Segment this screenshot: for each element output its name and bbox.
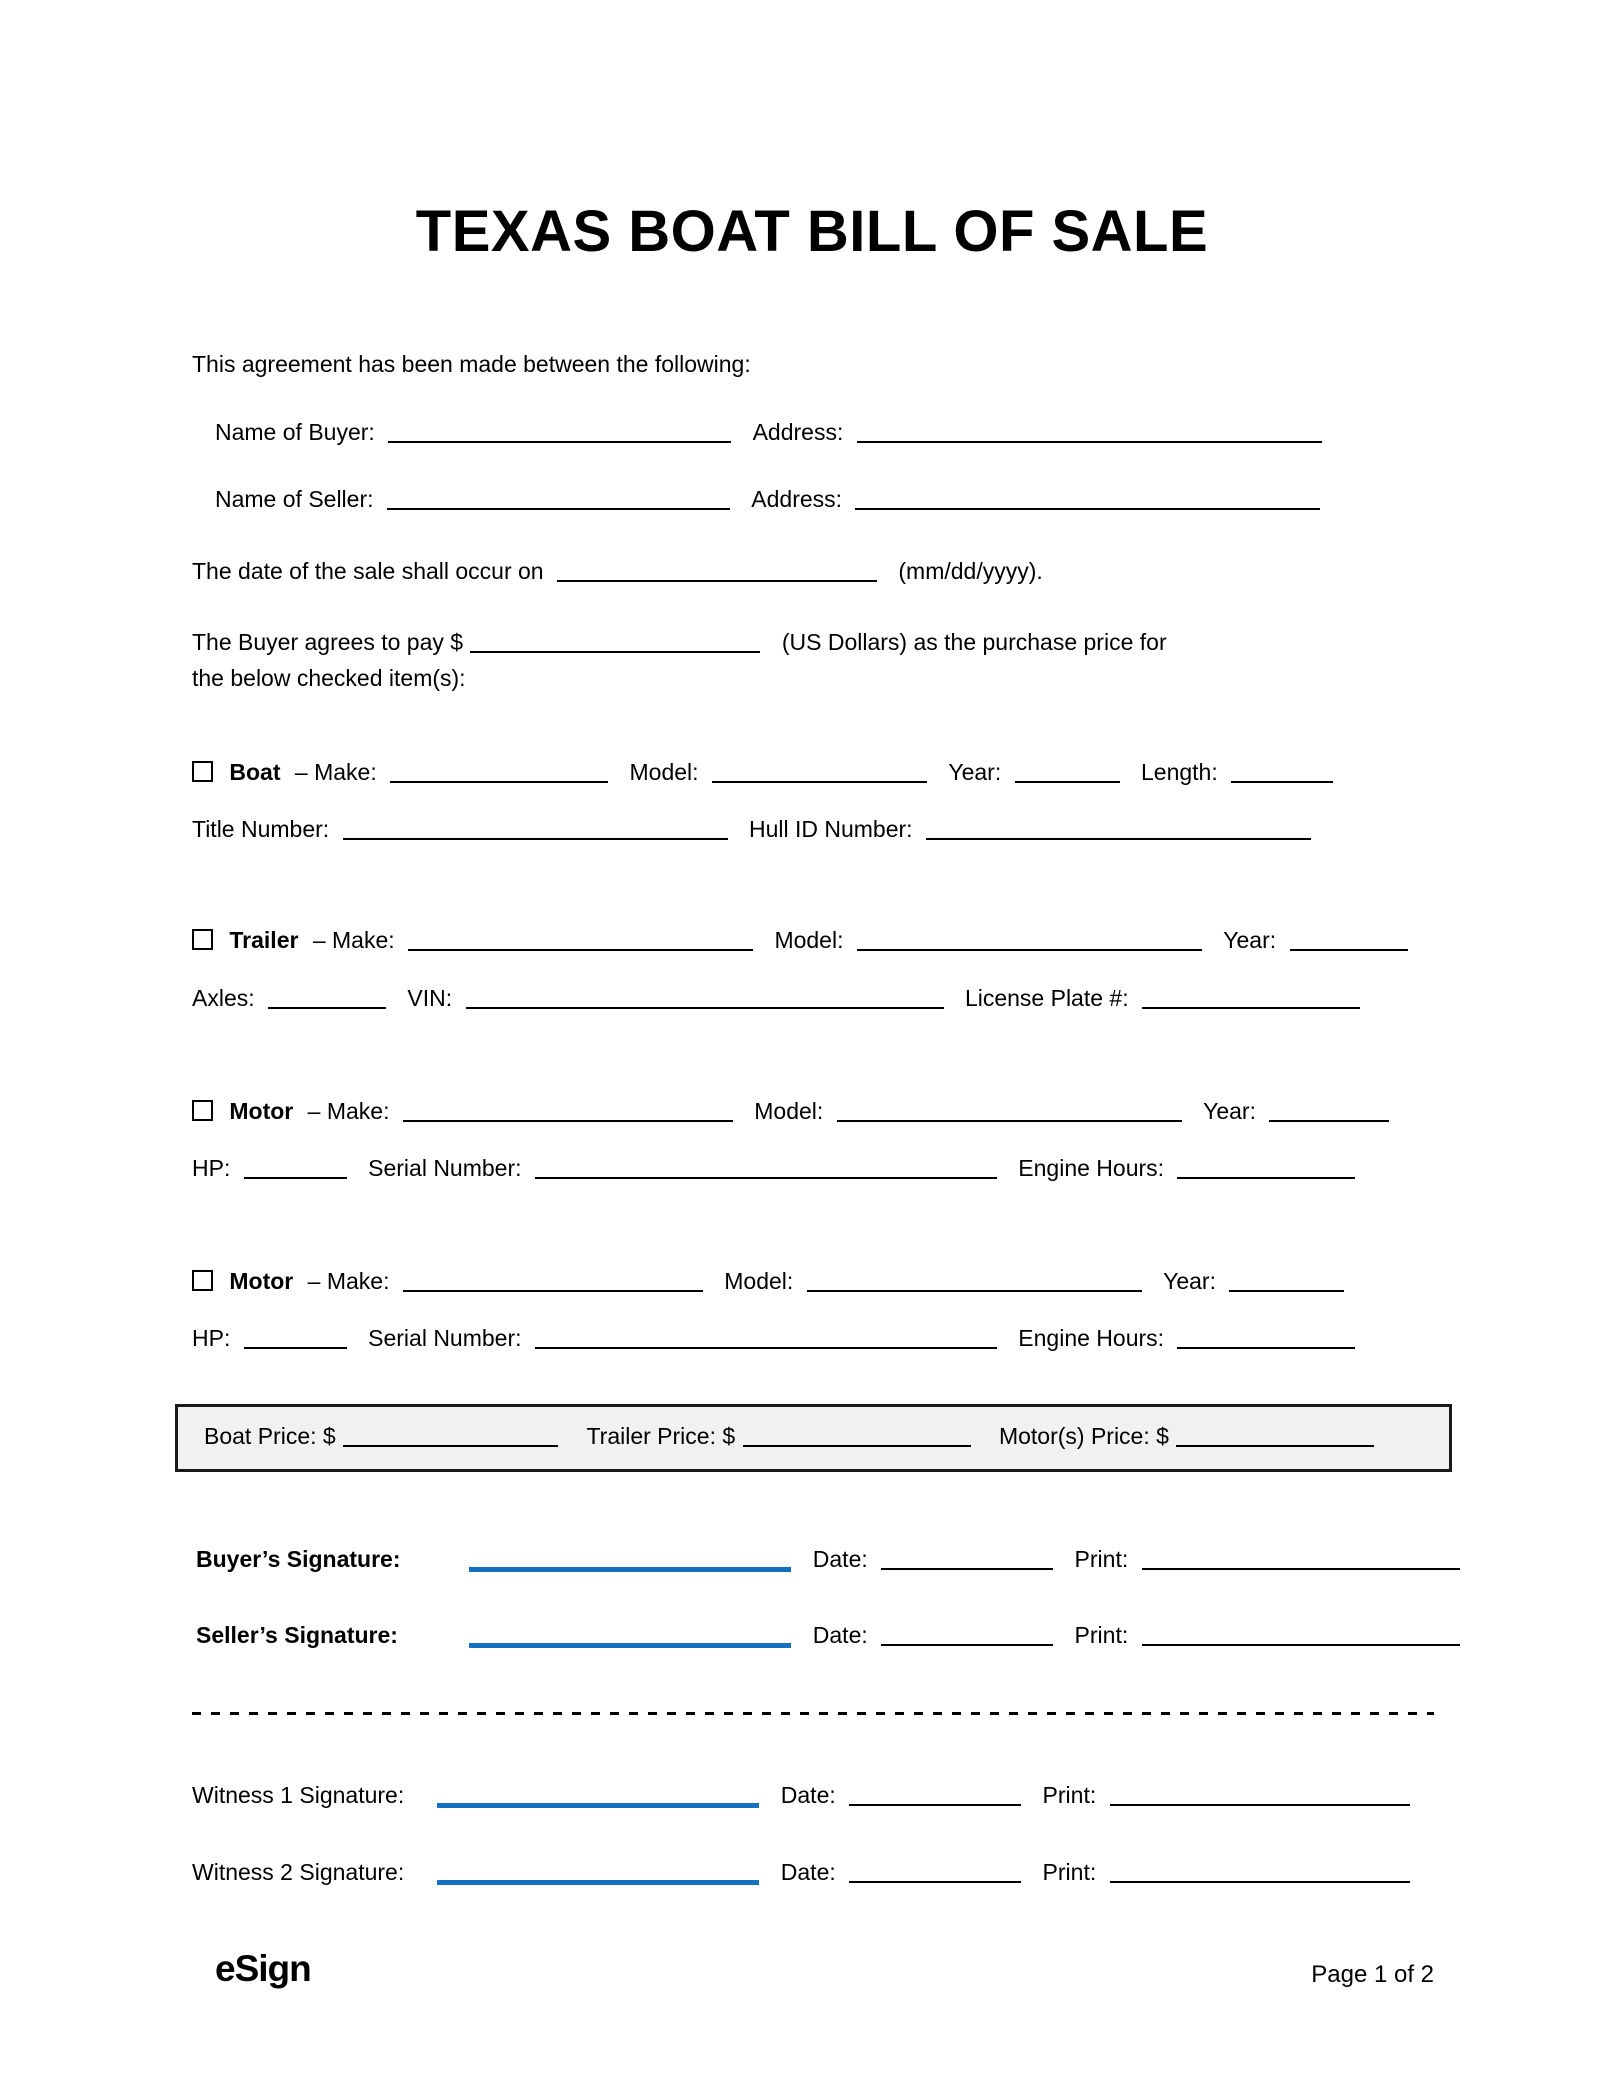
price-box-row: [204, 1421, 1374, 1450]
esign-logo: eSign: [215, 1948, 311, 1989]
witness2-print-label: Print:: [1042, 1859, 1097, 1885]
purchase-price-field[interactable]: [470, 627, 760, 653]
motors-price-label: Motor(s) Price: $: [998, 1423, 1169, 1449]
motor1-engine-hours-field[interactable]: [1177, 1153, 1355, 1179]
motor1-model-field[interactable]: [837, 1096, 1182, 1122]
seller-row: [215, 484, 1320, 514]
witness1-print-label: Print:: [1042, 1782, 1097, 1808]
trailer-make-label: – Make:: [312, 927, 395, 953]
motor1-serial-field[interactable]: [535, 1153, 997, 1179]
boat-year-field[interactable]: [1015, 757, 1120, 783]
vin-label: VIN:: [407, 985, 453, 1011]
witness2-signature-label: Witness 2 Signature:: [192, 1859, 405, 1885]
motor1-checkbox[interactable]: [192, 1100, 213, 1121]
boat-price-label: Boat Price: $: [204, 1423, 336, 1449]
witness2-signature-field[interactable]: [437, 1856, 759, 1885]
page-title: TEXAS BOAT BILL OF SALE: [415, 199, 1209, 264]
boat-price-field[interactable]: [343, 1421, 558, 1447]
payment-prefix: The Buyer agrees to pay $: [192, 629, 464, 655]
witness2-print-field[interactable]: [1110, 1857, 1410, 1883]
buyer-address-field[interactable]: [857, 417, 1322, 443]
motor2-item-label: Motor: [229, 1268, 294, 1294]
buyer-date-label: Date:: [812, 1546, 868, 1572]
motor1-row: [192, 1096, 1389, 1126]
motor2-make-field[interactable]: [403, 1266, 703, 1292]
axles-label: Axles:: [192, 985, 255, 1011]
name-of-buyer-label: Name of Buyer:: [215, 419, 375, 445]
seller-print-field[interactable]: [1142, 1620, 1460, 1646]
buyer-print-label: Print:: [1074, 1546, 1129, 1572]
motor2-hp-field[interactable]: [244, 1323, 347, 1349]
seller-date-label: Date:: [812, 1622, 868, 1648]
witness1-signature-label: Witness 1 Signature:: [192, 1782, 405, 1808]
seller-signature-field[interactable]: [469, 1619, 791, 1648]
title-number-label: Title Number:: [192, 816, 330, 842]
payment-row: [192, 627, 1167, 657]
boat-make-label: – Make:: [294, 759, 377, 785]
boat-item-label: Boat: [229, 759, 281, 785]
trailer-year-field[interactable]: [1290, 925, 1408, 951]
motor1-item-label: Motor: [229, 1098, 294, 1124]
intro-text: This agreement has been made between the following:: [192, 351, 751, 377]
buyer-address-label: Address:: [752, 419, 844, 445]
buyer-print-field[interactable]: [1142, 1544, 1460, 1570]
boat-row: [192, 757, 1333, 787]
payment-mid: (US Dollars) as the purchase price for: [781, 629, 1167, 655]
buyer-name-field[interactable]: [388, 417, 731, 443]
motor2-serial-field[interactable]: [535, 1323, 997, 1349]
trailer-price-label: Trailer Price: $: [586, 1423, 736, 1449]
witness1-signature-field[interactable]: [437, 1779, 759, 1808]
seller-signature-label: Seller’s Signature:: [196, 1622, 398, 1648]
seller-date-field[interactable]: [881, 1620, 1053, 1646]
vin-field[interactable]: [466, 983, 944, 1009]
witness1-date-label: Date:: [780, 1782, 836, 1808]
witness2-row: [192, 1856, 1410, 1887]
trailer-checkbox[interactable]: [192, 929, 213, 950]
motor2-engine-hours-field[interactable]: [1177, 1323, 1355, 1349]
dashed-divider: [192, 1712, 1434, 1715]
motor2-checkbox[interactable]: [192, 1270, 213, 1291]
motor1-year-label: Year:: [1203, 1098, 1256, 1124]
price-box: [175, 1404, 1452, 1472]
sale-date-field[interactable]: [557, 556, 877, 582]
trailer-make-field[interactable]: [408, 925, 753, 951]
seller-name-field[interactable]: [387, 484, 730, 510]
axles-field[interactable]: [268, 983, 386, 1009]
boat-checkbox[interactable]: [192, 761, 213, 782]
witness1-row: [192, 1779, 1410, 1810]
motor2-serial-label: Serial Number:: [368, 1325, 522, 1351]
buyer-signature-row: [196, 1543, 1460, 1574]
boat-length-field[interactable]: [1231, 757, 1333, 783]
motor2-model-field[interactable]: [807, 1266, 1142, 1292]
hull-id-field[interactable]: [926, 814, 1311, 840]
page-number: Page 1 of 2: [1311, 1961, 1434, 1988]
boat-title-row: [192, 814, 1311, 844]
motor2-make-label: – Make:: [307, 1268, 390, 1294]
motor1-engine-hours-label: Engine Hours:: [1018, 1155, 1165, 1181]
payment-row-2: the below checked item(s):: [192, 665, 466, 691]
boat-length-label: Length:: [1141, 759, 1218, 785]
trailer-model-field[interactable]: [857, 925, 1202, 951]
motor2-detail-row: [192, 1323, 1355, 1353]
motor2-year-label: Year:: [1163, 1268, 1216, 1294]
license-plate-field[interactable]: [1142, 983, 1360, 1009]
witness2-date-field[interactable]: [849, 1857, 1021, 1883]
sale-date-row: [192, 556, 1043, 586]
motor2-engine-hours-label: Engine Hours:: [1018, 1325, 1165, 1351]
trailer-price-field[interactable]: [743, 1421, 971, 1447]
motor1-detail-row: [192, 1153, 1355, 1183]
license-plate-label: License Plate #:: [964, 985, 1129, 1011]
trailer-model-label: Model:: [774, 927, 844, 953]
boat-make-field[interactable]: [390, 757, 608, 783]
seller-address-label: Address:: [751, 486, 843, 512]
witness2-date-label: Date:: [780, 1859, 836, 1885]
trailer-year-label: Year:: [1223, 927, 1277, 953]
motor1-make-label: – Make:: [307, 1098, 390, 1124]
motors-price-field[interactable]: [1176, 1421, 1374, 1447]
boat-model-label: Model:: [629, 759, 699, 785]
witness1-date-field[interactable]: [849, 1780, 1021, 1806]
seller-address-field[interactable]: [855, 484, 1320, 510]
trailer-item-label: Trailer: [229, 927, 299, 953]
buyer-date-field[interactable]: [881, 1544, 1053, 1570]
buyer-signature-field[interactable]: [469, 1543, 791, 1572]
trailer-row: [192, 925, 1408, 955]
motor1-model-label: Model:: [754, 1098, 824, 1124]
buyer-signature-label: Buyer’s Signature:: [196, 1546, 401, 1572]
name-of-seller-label: Name of Seller:: [215, 486, 374, 512]
motor1-year-field[interactable]: [1269, 1096, 1389, 1122]
witness1-print-field[interactable]: [1110, 1780, 1410, 1806]
motor1-hp-label: HP:: [192, 1155, 231, 1181]
title-number-field[interactable]: [343, 814, 728, 840]
boat-year-label: Year:: [948, 759, 1002, 785]
motor2-year-field[interactable]: [1229, 1266, 1344, 1292]
seller-signature-row: [196, 1619, 1460, 1650]
seller-print-label: Print:: [1074, 1622, 1129, 1648]
motor1-make-field[interactable]: [403, 1096, 733, 1122]
sale-date-prefix: The date of the sale shall occur on: [192, 558, 544, 584]
motor1-hp-field[interactable]: [244, 1153, 347, 1179]
boat-model-field[interactable]: [712, 757, 927, 783]
motor2-hp-label: HP:: [192, 1325, 231, 1351]
motor2-row: [192, 1266, 1344, 1296]
hull-id-label: Hull ID Number:: [748, 816, 913, 842]
motor2-model-label: Model:: [724, 1268, 794, 1294]
trailer-detail-row: [192, 983, 1360, 1013]
sale-date-suffix: (mm/dd/yyyy).: [898, 558, 1043, 584]
buyer-row: [215, 417, 1322, 447]
motor1-serial-label: Serial Number:: [368, 1155, 522, 1181]
